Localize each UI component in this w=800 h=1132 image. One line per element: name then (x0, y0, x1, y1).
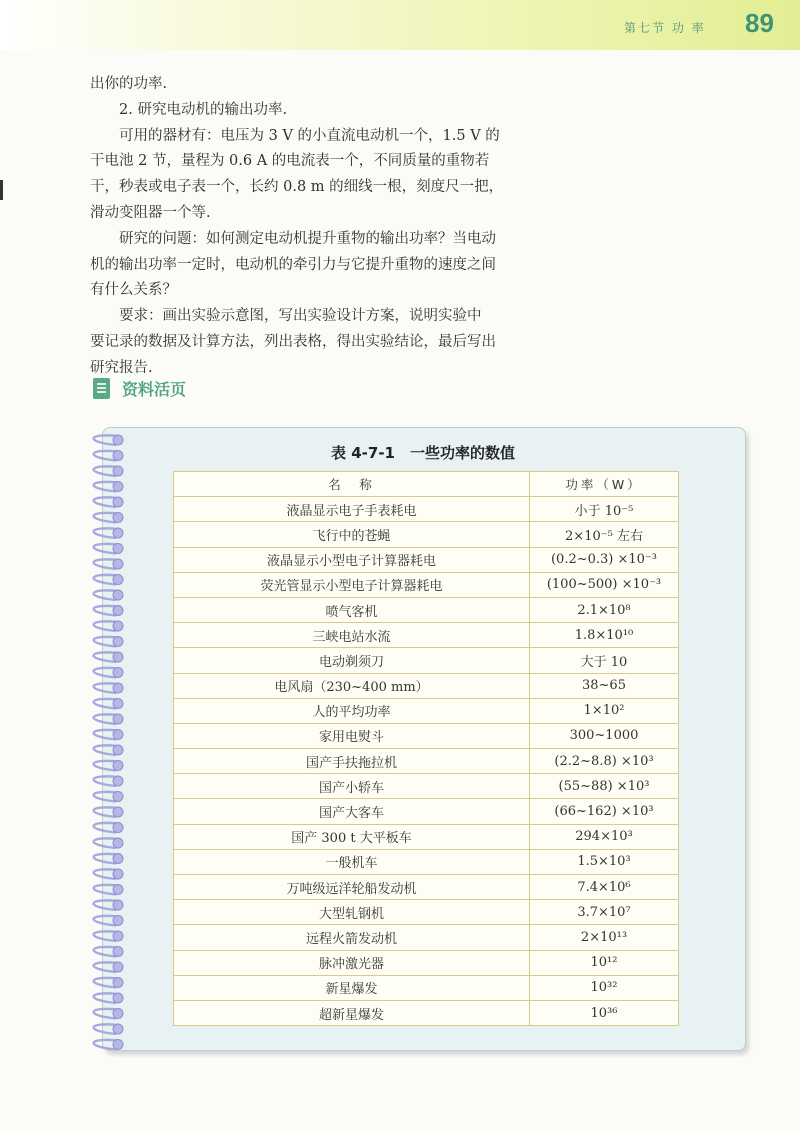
text-line: 滑动变阻器一个等. (90, 204, 211, 221)
spiral-hole (113, 606, 123, 616)
spiral-hole (113, 730, 123, 740)
spiral-hole (113, 621, 123, 631)
item-name: 飞行中的苍蝇 (174, 522, 530, 547)
power-value: 38~65 (530, 673, 679, 698)
item-name: 一般机车 (174, 849, 530, 874)
spiral-hole (113, 745, 123, 755)
item-name: 电风扇（230~400 mm） (174, 673, 530, 698)
table-row (174, 648, 679, 673)
spiral-hole (113, 962, 123, 972)
item-name: 新星爆发 (174, 975, 530, 1000)
spiral-hole (113, 482, 123, 492)
item-name: 国产小轿车 (174, 774, 530, 799)
table-row (174, 1000, 679, 1025)
text-line: 有什么关系？ (90, 282, 177, 299)
table-row (174, 623, 679, 648)
spiral-hole (113, 776, 123, 786)
power-value: 294×10³ (530, 824, 679, 849)
spiral-hole (113, 838, 123, 848)
column-header-name: 名 称 (174, 472, 530, 497)
spiral-binding-icon (80, 430, 130, 1050)
spiral-hole (113, 947, 123, 957)
item-name: 液晶显示小型电子计算器耗电 (174, 547, 530, 572)
power-value: 7.4×10⁶ (530, 875, 679, 900)
spiral-hole (113, 637, 123, 647)
table-row (174, 749, 679, 774)
table-row (174, 497, 679, 522)
spiral-hole (113, 931, 123, 941)
resource-heading (93, 377, 186, 400)
page-number: 89 (745, 8, 774, 38)
spiral-hole (113, 668, 123, 678)
item-name: 喷气客机 (174, 597, 530, 622)
power-value: 10³⁶ (530, 1000, 679, 1025)
table-row (174, 547, 679, 572)
spiral-hole (113, 792, 123, 802)
power-value: (66~162) ×10³ (530, 799, 679, 824)
item-name: 三峡电站水流 (174, 623, 530, 648)
spiral-hole (113, 993, 123, 1003)
spiral-hole (113, 823, 123, 833)
body-text (90, 72, 555, 382)
power-value: 小于 10⁻⁵ (530, 497, 679, 522)
spiral-hole (113, 869, 123, 879)
power-value: (100~500) ×10⁻³ (530, 572, 679, 597)
item-name: 国产手扶拖拉机 (174, 749, 530, 774)
item-name: 家用电熨斗 (174, 723, 530, 748)
spiral-hole (113, 714, 123, 724)
power-value: (55~88) ×10³ (530, 774, 679, 799)
text-line: 要记录的数据及计算方法，列出表格，得出实验结论，最后写出 (90, 333, 496, 350)
table-row (174, 723, 679, 748)
resource-title: 资料活页 (122, 380, 187, 399)
item-name: 国产大客车 (174, 799, 530, 824)
text-line: 研究的问题：如何测定电动机提升重物的输出功率？当电动 (119, 230, 496, 247)
spiral-hole (113, 652, 123, 662)
table-row (174, 875, 679, 900)
text-line: 机的输出功率一定时，电动机的牵引力与它提升重物的速度之间 (90, 256, 496, 273)
item-name: 国产 300 t 大平板车 (174, 824, 530, 849)
item-name: 远程火箭发动机 (174, 925, 530, 950)
power-value: 300~1000 (530, 723, 679, 748)
text-line: 2. 研究电动机的输出功率. (119, 101, 288, 118)
spiral-hole (113, 1024, 123, 1034)
table-row (174, 900, 679, 925)
table-row (174, 673, 679, 698)
item-name: 万吨级远洋轮船发动机 (174, 875, 530, 900)
power-value: 2×10¹³ (530, 925, 679, 950)
text-line: 研究报告. (90, 359, 153, 376)
item-name: 超新星爆发 (174, 1000, 530, 1025)
table-row (174, 950, 679, 975)
power-value: (2.2~8.8) ×10³ (530, 749, 679, 774)
text-line: 干，秒表或电子表一个，长约 0.8 m 的细线一根，刻度尺一把， (90, 179, 504, 196)
spiral-hole (113, 528, 123, 538)
power-value: 10³² (530, 975, 679, 1000)
text-line: 干电池 2 节，量程为 0.6 A 的电流表一个，不同质量的重物若 (90, 153, 490, 170)
table-row (174, 698, 679, 723)
spiral-hole (113, 1009, 123, 1019)
table-row (174, 975, 679, 1000)
table-row (174, 522, 679, 547)
text-line: 出你的功率. (90, 76, 168, 92)
power-value: 10¹² (530, 950, 679, 975)
power-value: 1.5×10³ (530, 849, 679, 874)
table-row (174, 925, 679, 950)
spiral-hole (113, 978, 123, 988)
power-value: 大于 10 (530, 648, 679, 673)
table-title: 表 4-7-1 一些功率的数值 (331, 444, 515, 462)
table-row (174, 799, 679, 824)
table-header-row (174, 472, 679, 497)
spiral-hole (113, 854, 123, 864)
spiral-hole (113, 900, 123, 910)
text-line: 可用的器材有：电压为 3 V 的小直流电动机一个，1.5 V 的 (119, 127, 500, 144)
spiral-hole (113, 699, 123, 709)
power-value: (0.2~0.3) ×10⁻³ (530, 547, 679, 572)
spiral-hole (113, 1040, 123, 1050)
item-name: 电动剃须刀 (174, 648, 530, 673)
spiral-hole (113, 761, 123, 771)
spiral-hole (113, 885, 123, 895)
power-value: 3.7×10⁷ (530, 900, 679, 925)
spiral-hole (113, 683, 123, 693)
spiral-hole (113, 916, 123, 926)
spiral-hole (113, 466, 123, 476)
table-row (174, 597, 679, 622)
column-header-power: 功率（W） (530, 472, 679, 497)
spiral-hole (113, 575, 123, 585)
item-name: 大型轧钢机 (174, 900, 530, 925)
power-value: 1.8×10¹⁰ (530, 623, 679, 648)
item-name: 荧光管显示小型电子计算器耗电 (174, 572, 530, 597)
spiral-hole (113, 497, 123, 507)
spiral-hole (113, 807, 123, 817)
spiral-hole (113, 513, 123, 523)
table-row (174, 849, 679, 874)
table-row (174, 774, 679, 799)
item-name: 人的平均功率 (174, 698, 530, 723)
item-name: 脉冲激光器 (174, 950, 530, 975)
power-value: 2.1×10⁸ (530, 597, 679, 622)
power-table (173, 471, 679, 1026)
spiral-hole (113, 544, 123, 554)
power-value: 2×10⁻⁵ 左右 (530, 522, 679, 547)
item-name: 液晶显示电子手表耗电 (174, 497, 530, 522)
table-row (174, 572, 679, 597)
spiral-hole (113, 559, 123, 569)
text-line: 要求：画出实验示意图，写出实验设计方案，说明实验中 (119, 308, 482, 325)
document-icon (93, 378, 110, 399)
power-value: 1×10² (530, 698, 679, 723)
page-edge-mark (0, 180, 3, 200)
table-row (174, 824, 679, 849)
spiral-hole (113, 590, 123, 600)
section-title: 第七节 功 率 (624, 21, 706, 35)
